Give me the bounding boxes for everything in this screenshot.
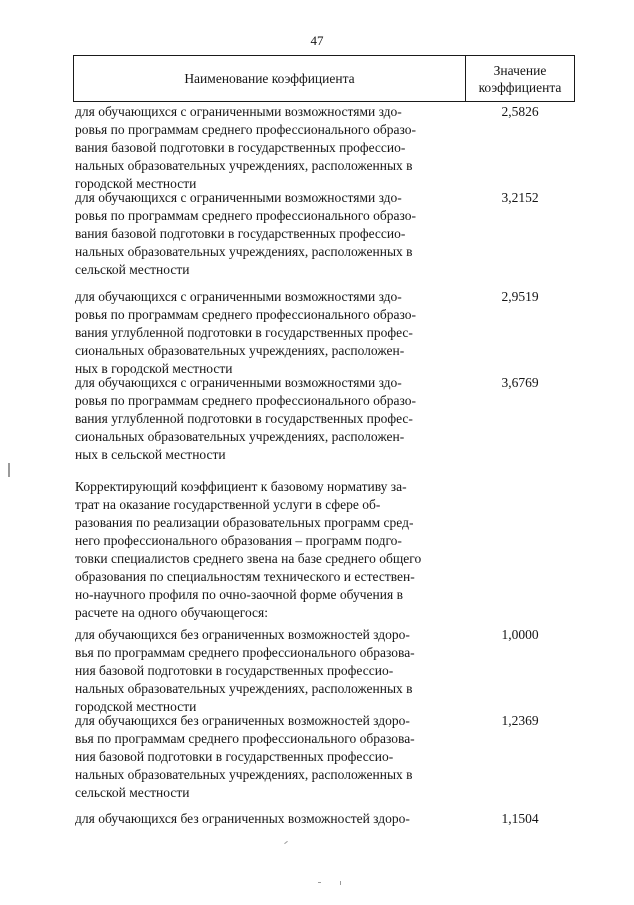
coefficient-description: для обучающихся без ограниченных возможностей здоро- вья по программам среднего профессионального образова- ния базовой подготовки в государственных профессио- нальных образовательных учреждениях, расположенных в городской местности: [75, 627, 415, 714]
coefficient-description: для обучающихся с ограниченными возможностями здо- ровья по программам среднего профессионального образо- вания базовой подготовки в государственных профессио- нальных образовательных учреждениях, расположенных в сельской местности: [75, 190, 416, 277]
coefficient-value: 1,1504: [501, 811, 539, 826]
coefficient-description: для обучающихся с ограниченными возможностями здо- ровья по программам среднего профессионального образо- вания углубленной подготовки в государственных профес- сиональных образовательных учреждениях, расположен- ных в городской местности: [75, 289, 416, 376]
coefficient-value: 3,2152: [501, 190, 539, 205]
scan-artifact: [318, 882, 321, 883]
scan-artifact: [340, 881, 341, 885]
coefficient-description: для обучающихся без ограниченных возможностей здоро-: [75, 811, 410, 826]
coefficient-value: 1,0000: [501, 627, 539, 642]
coefficient-description: для обучающихся с ограниченными возможностями здо- ровья по программам среднего профессионального образо- вания углубленной подготовки в государственных профес- сиональных образовательных учреждениях, расположен- ных в сельской местности: [75, 375, 416, 462]
scan-artifact: [284, 841, 288, 844]
coefficient-description: для обучающихся с ограниченными возможностями здо- ровья по программам среднего профессионального образо- вания базовой подготовки в государственных профессио- нальных образовательных учреждениях, расположенных в городской местности: [75, 104, 416, 191]
coefficient-value: 1,2369: [501, 713, 539, 728]
coefficient-value: 2,5826: [501, 104, 539, 119]
scan-artifact: [8, 463, 10, 477]
corrective-coefficient-heading: Корректирующий коэффициент к базовому нормативу за- трат на оказание государственной услуги в сфере об- разования по реализации образовательных программ сред- него профессионального образования – программ подго- товки специалистов среднего звена на базе среднего общего образования по специальностям технического и естествен- но-научного профиля по очно-заочной форме обучения в расчете на одного обучающегося:: [75, 479, 422, 620]
coefficient-description: для обучающихся без ограниченных возможностей здоро- вья по программам среднего профессионального образова- ния базовой подготовки в государственных профессио- нальных образовательных учреждениях, расположенных в сельской местности: [75, 713, 415, 800]
table-header: [73, 55, 575, 102]
coefficient-value: 2,9519: [501, 289, 539, 304]
coefficient-name-column-header: Наименование коэффициента: [184, 70, 355, 86]
coefficient-value-column-header: Значение коэффициента: [478, 62, 562, 95]
page-number: 47: [310, 33, 324, 48]
coefficient-value: 3,6769: [501, 375, 539, 390]
